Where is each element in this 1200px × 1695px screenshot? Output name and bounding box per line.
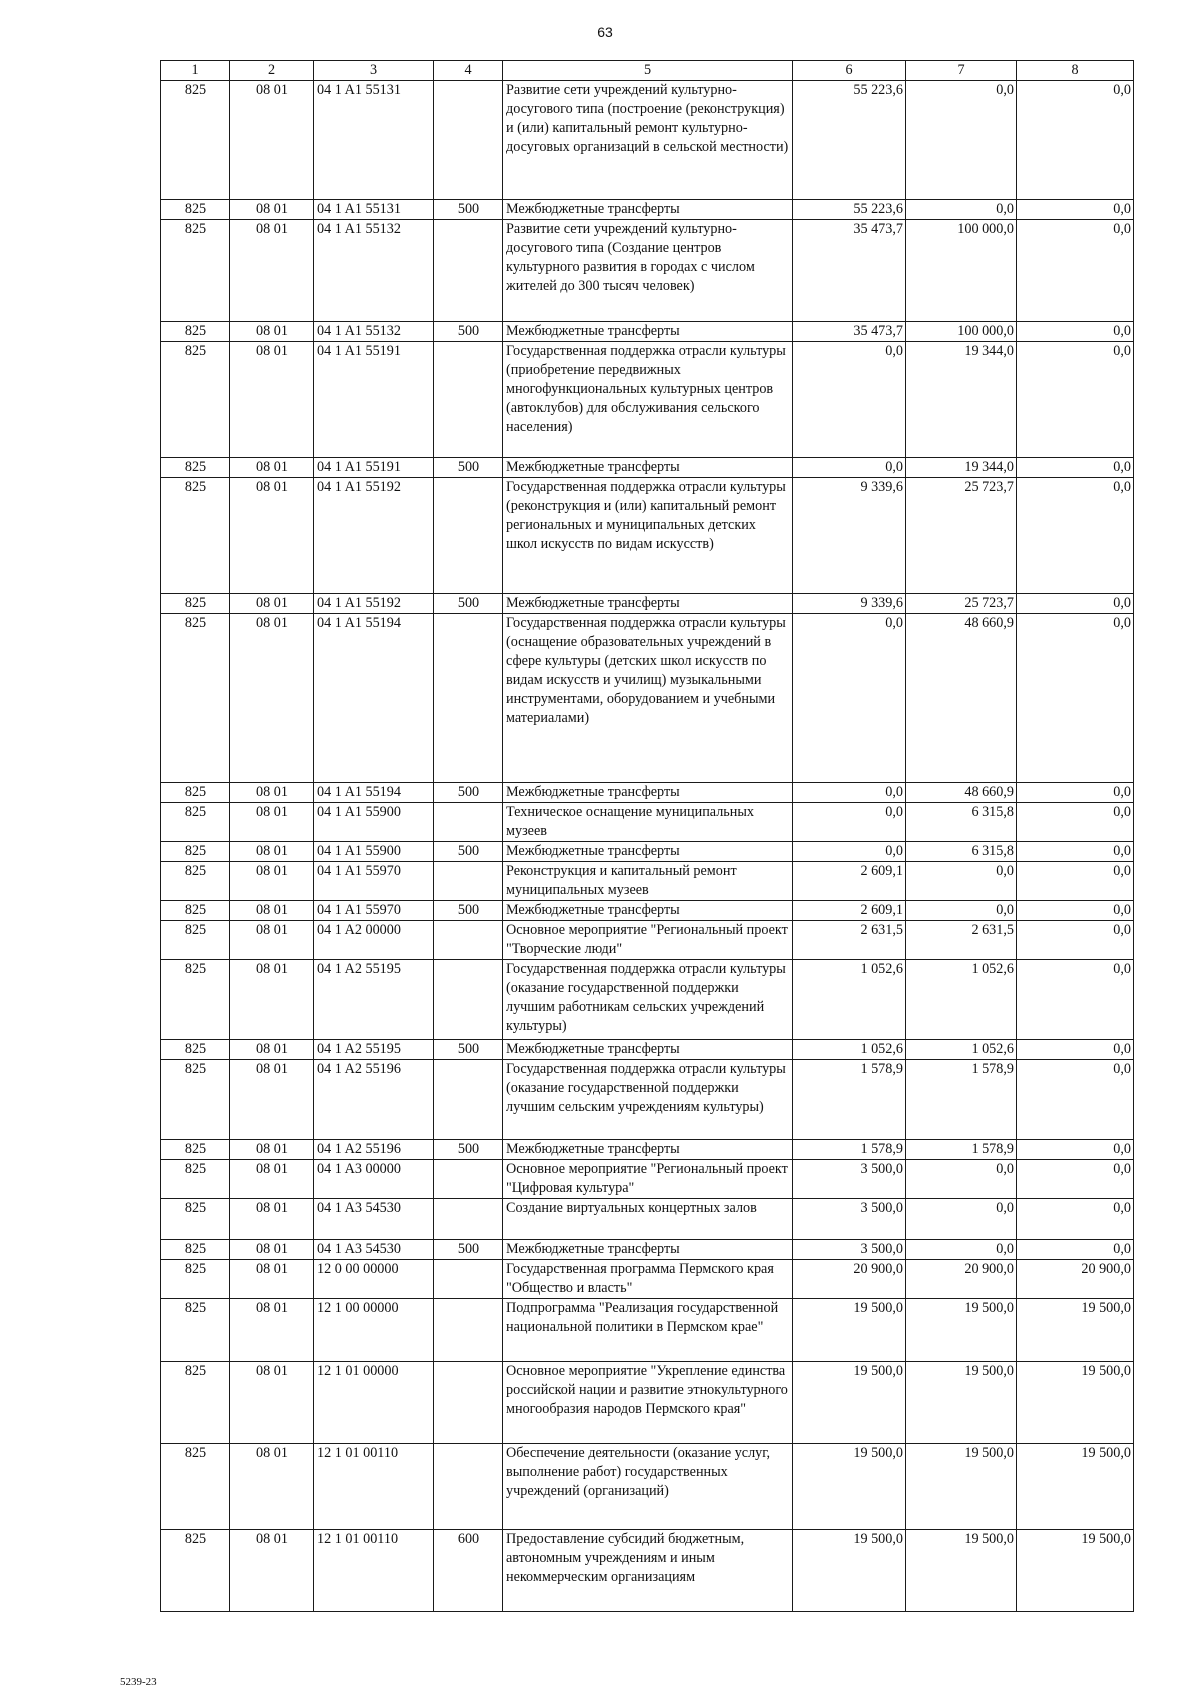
amount-2024-cell: 20 900,0: [906, 1260, 1017, 1299]
target-article-code-cell: 04 1 A1 55192: [314, 594, 434, 614]
target-article-code-cell: 04 1 A1 55970: [314, 901, 434, 921]
table-row: [161, 1199, 1134, 1240]
section-code-cell: 08 01: [230, 220, 314, 322]
amount-2025-cell: 0,0: [1017, 1140, 1134, 1160]
item-name-cell: Основное мероприятие "Укрепление единства российской нации и развитие этнокультурного многообразия народов Пермского края": [503, 1362, 793, 1444]
expense-type-code-cell: 600: [434, 1530, 503, 1612]
target-article-code-cell: 04 1 A2 55196: [314, 1060, 434, 1140]
target-article-code-cell: 04 1 A1 55900: [314, 803, 434, 842]
amount-2024-cell: 1 578,9: [906, 1140, 1017, 1160]
section-code-cell: 08 01: [230, 1140, 314, 1160]
grbs-code-cell: 825: [161, 614, 230, 783]
expense-type-code-cell: [434, 1362, 503, 1444]
grbs-code-cell: 825: [161, 921, 230, 960]
amount-2025-cell: 0,0: [1017, 200, 1134, 220]
expense-type-code-cell: [434, 921, 503, 960]
amount-2024-cell: 1 578,9: [906, 1060, 1017, 1140]
grbs-code-cell: 825: [161, 783, 230, 803]
grbs-code-cell: 825: [161, 81, 230, 200]
amount-2024-cell: 0,0: [906, 81, 1017, 200]
item-name-cell: Предоставление субсидий бюджетным, автономным учреждениям и иным некоммерческим организациям: [503, 1530, 793, 1612]
table-row: [161, 901, 1134, 921]
amount-2023-cell: 1 052,6: [793, 1040, 906, 1060]
column-header: 8: [1017, 61, 1134, 81]
grbs-code-cell: 825: [161, 960, 230, 1040]
amount-2024-cell: 19 500,0: [906, 1299, 1017, 1362]
target-article-code-cell: 04 1 A2 55196: [314, 1140, 434, 1160]
section-code-cell: 08 01: [230, 901, 314, 921]
item-name-cell: Межбюджетные трансферты: [503, 200, 793, 220]
grbs-code-cell: 825: [161, 458, 230, 478]
target-article-code-cell: 04 1 A3 00000: [314, 1160, 434, 1199]
amount-2025-cell: 0,0: [1017, 81, 1134, 200]
grbs-code-cell: 825: [161, 200, 230, 220]
amount-2024-cell: 25 723,7: [906, 478, 1017, 594]
amount-2023-cell: 0,0: [793, 783, 906, 803]
item-name-cell: Межбюджетные трансферты: [503, 594, 793, 614]
expense-type-code-cell: [434, 803, 503, 842]
table-row: [161, 458, 1134, 478]
item-name-cell: Государственная поддержка отрасли культуры (оказание государственной поддержки лучшим работникам сельских учреждений культуры): [503, 960, 793, 1040]
amount-2025-cell: 0,0: [1017, 458, 1134, 478]
table-row: [161, 1530, 1134, 1612]
section-code-cell: 08 01: [230, 1299, 314, 1362]
amount-2024-cell: 19 500,0: [906, 1530, 1017, 1612]
grbs-code-cell: 825: [161, 901, 230, 921]
target-article-code-cell: 04 1 A3 54530: [314, 1199, 434, 1240]
amount-2025-cell: 0,0: [1017, 1160, 1134, 1199]
section-code-cell: 08 01: [230, 1444, 314, 1530]
section-code-cell: 08 01: [230, 960, 314, 1040]
amount-2023-cell: 3 500,0: [793, 1240, 906, 1260]
item-name-cell: Обеспечение деятельности (оказание услуг, выполнение работ) государственных учреждений (организаций): [503, 1444, 793, 1530]
amount-2023-cell: 0,0: [793, 614, 906, 783]
expense-type-code-cell: 500: [434, 200, 503, 220]
grbs-code-cell: 825: [161, 322, 230, 342]
target-article-code-cell: 12 1 01 00110: [314, 1530, 434, 1612]
amount-2024-cell: 100 000,0: [906, 322, 1017, 342]
grbs-code-cell: 825: [161, 1040, 230, 1060]
column-header: 2: [230, 61, 314, 81]
amount-2023-cell: 2 609,1: [793, 901, 906, 921]
expense-type-code-cell: [434, 1260, 503, 1299]
expense-type-code-cell: [434, 1299, 503, 1362]
item-name-cell: Подпрограмма "Реализация государственной национальной политики в Пермском крае": [503, 1299, 793, 1362]
target-article-code-cell: 04 1 A1 55194: [314, 614, 434, 783]
item-name-cell: Государственная программа Пермского края "Общество и власть": [503, 1260, 793, 1299]
target-article-code-cell: 04 1 A1 55191: [314, 342, 434, 458]
amount-2023-cell: 2 631,5: [793, 921, 906, 960]
grbs-code-cell: 825: [161, 1362, 230, 1444]
expense-type-code-cell: [434, 1444, 503, 1530]
amount-2023-cell: 0,0: [793, 842, 906, 862]
target-article-code-cell: 04 1 A1 55131: [314, 81, 434, 200]
target-article-code-cell: 04 1 A3 54530: [314, 1240, 434, 1260]
item-name-cell: Реконструкция и капитальный ремонт муниципальных музеев: [503, 862, 793, 901]
section-code-cell: 08 01: [230, 1160, 314, 1199]
item-name-cell: Межбюджетные трансферты: [503, 1040, 793, 1060]
amount-2023-cell: 3 500,0: [793, 1160, 906, 1199]
amount-2024-cell: 25 723,7: [906, 594, 1017, 614]
item-name-cell: Государственная поддержка отрасли культуры (оснащение образовательных учреждений в сфере культуры (детских школ искусств по видам искусств и училищ) музыкальными инструментами, оборудованием и учебными материалами): [503, 614, 793, 783]
item-name-cell: Основное мероприятие "Региональный проект "Творческие люди": [503, 921, 793, 960]
amount-2025-cell: 0,0: [1017, 783, 1134, 803]
amount-2023-cell: 9 339,6: [793, 594, 906, 614]
table-row: [161, 921, 1134, 960]
section-code-cell: 08 01: [230, 1260, 314, 1299]
amount-2024-cell: 0,0: [906, 862, 1017, 901]
section-code-cell: 08 01: [230, 81, 314, 200]
grbs-code-cell: 825: [161, 1299, 230, 1362]
amount-2025-cell: 19 500,0: [1017, 1299, 1134, 1362]
section-code-cell: 08 01: [230, 1530, 314, 1612]
expense-type-code-cell: [434, 1160, 503, 1199]
grbs-code-cell: 825: [161, 220, 230, 322]
header-row: [161, 61, 1134, 81]
table-row: [161, 322, 1134, 342]
expense-type-code-cell: 500: [434, 594, 503, 614]
target-article-code-cell: 04 1 A2 00000: [314, 921, 434, 960]
amount-2023-cell: 19 500,0: [793, 1444, 906, 1530]
table-header: [161, 61, 1134, 81]
table-row: [161, 614, 1134, 783]
amount-2023-cell: 1 578,9: [793, 1140, 906, 1160]
expense-type-code-cell: [434, 342, 503, 458]
amount-2025-cell: 0,0: [1017, 1240, 1134, 1260]
amount-2025-cell: 0,0: [1017, 901, 1134, 921]
table-row: [161, 1240, 1134, 1260]
grbs-code-cell: 825: [161, 1240, 230, 1260]
section-code-cell: 08 01: [230, 322, 314, 342]
table-row: [161, 1260, 1134, 1299]
section-code-cell: 08 01: [230, 862, 314, 901]
table-row: [161, 342, 1134, 458]
amount-2025-cell: 0,0: [1017, 960, 1134, 1040]
target-article-code-cell: 04 1 A1 55132: [314, 322, 434, 342]
item-name-cell: Межбюджетные трансферты: [503, 322, 793, 342]
column-header: 1: [161, 61, 230, 81]
amount-2023-cell: 0,0: [793, 458, 906, 478]
expense-type-code-cell: [434, 1199, 503, 1240]
grbs-code-cell: 825: [161, 1160, 230, 1199]
section-code-cell: 08 01: [230, 1240, 314, 1260]
target-article-code-cell: 12 1 01 00110: [314, 1444, 434, 1530]
column-header: 3: [314, 61, 434, 81]
table-row: [161, 803, 1134, 842]
expense-type-code-cell: 500: [434, 1240, 503, 1260]
expense-type-code-cell: 500: [434, 842, 503, 862]
expense-type-code-cell: [434, 1060, 503, 1140]
table-body: [161, 81, 1134, 1612]
table-row: [161, 1444, 1134, 1530]
target-article-code-cell: 12 1 01 00000: [314, 1362, 434, 1444]
amount-2025-cell: 0,0: [1017, 803, 1134, 842]
item-name-cell: Развитие сети учреждений культурно-досугового типа (построение (реконструкция) и (или) капитальный ремонт культурно-досуговых организаций в сельской местности): [503, 81, 793, 200]
expense-type-code-cell: [434, 960, 503, 1040]
amount-2023-cell: 19 500,0: [793, 1299, 906, 1362]
expense-type-code-cell: 500: [434, 322, 503, 342]
item-name-cell: Государственная поддержка отрасли культуры (приобретение передвижных многофункциональных культурных центров (автоклубов) для обслуживания сельского населения): [503, 342, 793, 458]
item-name-cell: Развитие сети учреждений культурно-досугового типа (Создание центров культурного развития в городах с числом жителей до 300 тысяч человек): [503, 220, 793, 322]
item-name-cell: Межбюджетные трансферты: [503, 458, 793, 478]
amount-2025-cell: 19 500,0: [1017, 1444, 1134, 1530]
amount-2024-cell: 0,0: [906, 1240, 1017, 1260]
grbs-code-cell: 825: [161, 478, 230, 594]
expense-type-code-cell: 500: [434, 901, 503, 921]
amount-2024-cell: 6 315,8: [906, 842, 1017, 862]
amount-2024-cell: 48 660,9: [906, 614, 1017, 783]
page-number: 63: [597, 24, 613, 40]
amount-2025-cell: 0,0: [1017, 594, 1134, 614]
amount-2024-cell: 19 500,0: [906, 1362, 1017, 1444]
table-row: [161, 960, 1134, 1040]
item-name-cell: Межбюджетные трансферты: [503, 842, 793, 862]
amount-2025-cell: 0,0: [1017, 1040, 1134, 1060]
document-code: 5239-23: [120, 1676, 157, 1688]
amount-2025-cell: 0,0: [1017, 322, 1134, 342]
amount-2025-cell: 0,0: [1017, 1199, 1134, 1240]
item-name-cell: Межбюджетные трансферты: [503, 783, 793, 803]
section-code-cell: 08 01: [230, 921, 314, 960]
section-code-cell: 08 01: [230, 1199, 314, 1240]
target-article-code-cell: 12 1 00 00000: [314, 1299, 434, 1362]
table-row: [161, 1040, 1134, 1060]
section-code-cell: 08 01: [230, 803, 314, 842]
amount-2024-cell: 100 000,0: [906, 220, 1017, 322]
item-name-cell: Межбюджетные трансферты: [503, 1140, 793, 1160]
expense-type-code-cell: [434, 220, 503, 322]
column-header: 4: [434, 61, 503, 81]
amount-2024-cell: 19 344,0: [906, 458, 1017, 478]
table-row: [161, 1362, 1134, 1444]
section-code-cell: 08 01: [230, 783, 314, 803]
amount-2023-cell: 2 609,1: [793, 862, 906, 901]
grbs-code-cell: 825: [161, 842, 230, 862]
grbs-code-cell: 825: [161, 594, 230, 614]
table-row: [161, 1060, 1134, 1140]
grbs-code-cell: 825: [161, 342, 230, 458]
section-code-cell: 08 01: [230, 478, 314, 594]
section-code-cell: 08 01: [230, 842, 314, 862]
table-row: [161, 478, 1134, 594]
amount-2024-cell: 48 660,9: [906, 783, 1017, 803]
target-article-code-cell: 04 1 A2 55195: [314, 960, 434, 1040]
item-name-cell: Основное мероприятие "Региональный проект "Цифровая культура": [503, 1160, 793, 1199]
grbs-code-cell: 825: [161, 862, 230, 901]
grbs-code-cell: 825: [161, 1060, 230, 1140]
expense-type-code-cell: 500: [434, 1140, 503, 1160]
target-article-code-cell: 04 1 A1 55191: [314, 458, 434, 478]
grbs-code-cell: 825: [161, 1530, 230, 1612]
table-row: [161, 1160, 1134, 1199]
amount-2024-cell: 6 315,8: [906, 803, 1017, 842]
target-article-code-cell: 04 1 A1 55192: [314, 478, 434, 594]
amount-2023-cell: 19 500,0: [793, 1530, 906, 1612]
amount-2023-cell: 20 900,0: [793, 1260, 906, 1299]
amount-2024-cell: 0,0: [906, 1199, 1017, 1240]
column-header: 5: [503, 61, 793, 81]
amount-2025-cell: 0,0: [1017, 220, 1134, 322]
table-row: [161, 81, 1134, 200]
amount-2023-cell: 1 052,6: [793, 960, 906, 1040]
target-article-code-cell: 04 1 A1 55131: [314, 200, 434, 220]
grbs-code-cell: 825: [161, 1444, 230, 1530]
amount-2025-cell: 0,0: [1017, 862, 1134, 901]
amount-2023-cell: 19 500,0: [793, 1362, 906, 1444]
amount-2024-cell: 19 344,0: [906, 342, 1017, 458]
target-article-code-cell: 12 0 00 00000: [314, 1260, 434, 1299]
target-article-code-cell: 04 1 A1 55132: [314, 220, 434, 322]
amount-2023-cell: 1 578,9: [793, 1060, 906, 1140]
grbs-code-cell: 825: [161, 1199, 230, 1240]
table-row: [161, 1299, 1134, 1362]
target-article-code-cell: 04 1 A1 55970: [314, 862, 434, 901]
expense-type-code-cell: 500: [434, 458, 503, 478]
expense-type-code-cell: 500: [434, 1040, 503, 1060]
item-name-cell: Межбюджетные трансферты: [503, 901, 793, 921]
section-code-cell: 08 01: [230, 200, 314, 220]
column-header: 6: [793, 61, 906, 81]
amount-2025-cell: 0,0: [1017, 478, 1134, 594]
table-row: [161, 783, 1134, 803]
amount-2024-cell: 0,0: [906, 1160, 1017, 1199]
section-code-cell: 08 01: [230, 594, 314, 614]
table-row: [161, 842, 1134, 862]
amount-2025-cell: 0,0: [1017, 614, 1134, 783]
section-code-cell: 08 01: [230, 614, 314, 783]
expense-type-code-cell: 500: [434, 783, 503, 803]
item-name-cell: Создание виртуальных концертных залов: [503, 1199, 793, 1240]
item-name-cell: Государственная поддержка отрасли культуры (реконструкция и (или) капитальный ремонт региональных и муниципальных детских школ искусств по видам искусств): [503, 478, 793, 594]
section-code-cell: 08 01: [230, 1060, 314, 1140]
amount-2023-cell: 3 500,0: [793, 1199, 906, 1240]
expense-type-code-cell: [434, 81, 503, 200]
amount-2024-cell: 2 631,5: [906, 921, 1017, 960]
amount-2024-cell: 1 052,6: [906, 960, 1017, 1040]
amount-2023-cell: 55 223,6: [793, 200, 906, 220]
amount-2023-cell: 0,0: [793, 342, 906, 458]
amount-2025-cell: 0,0: [1017, 342, 1134, 458]
amount-2025-cell: 19 500,0: [1017, 1362, 1134, 1444]
amount-2023-cell: 35 473,7: [793, 322, 906, 342]
grbs-code-cell: 825: [161, 803, 230, 842]
expense-type-code-cell: [434, 478, 503, 594]
section-code-cell: 08 01: [230, 1362, 314, 1444]
amount-2023-cell: 35 473,7: [793, 220, 906, 322]
amount-2025-cell: 20 900,0: [1017, 1260, 1134, 1299]
amount-2024-cell: 1 052,6: [906, 1040, 1017, 1060]
section-code-cell: 08 01: [230, 342, 314, 458]
section-code-cell: 08 01: [230, 1040, 314, 1060]
amount-2025-cell: 0,0: [1017, 842, 1134, 862]
grbs-code-cell: 825: [161, 1140, 230, 1160]
item-name-cell: Межбюджетные трансферты: [503, 1240, 793, 1260]
target-article-code-cell: 04 1 A1 55194: [314, 783, 434, 803]
amount-2025-cell: 19 500,0: [1017, 1530, 1134, 1612]
amount-2024-cell: 0,0: [906, 200, 1017, 220]
table-row: [161, 862, 1134, 901]
table-row: [161, 220, 1134, 322]
table-row: [161, 1140, 1134, 1160]
expense-type-code-cell: [434, 862, 503, 901]
table-row: [161, 594, 1134, 614]
amount-2025-cell: 0,0: [1017, 921, 1134, 960]
target-article-code-cell: 04 1 A1 55900: [314, 842, 434, 862]
expense-type-code-cell: [434, 614, 503, 783]
table-row: [161, 200, 1134, 220]
column-header: 7: [906, 61, 1017, 81]
amount-2023-cell: 9 339,6: [793, 478, 906, 594]
amount-2025-cell: 0,0: [1017, 1060, 1134, 1140]
target-article-code-cell: 04 1 A2 55195: [314, 1040, 434, 1060]
item-name-cell: Техническое оснащение муниципальных музеев: [503, 803, 793, 842]
grbs-code-cell: 825: [161, 1260, 230, 1299]
budget-table: [160, 60, 1134, 1612]
section-code-cell: 08 01: [230, 458, 314, 478]
item-name-cell: Государственная поддержка отрасли культуры (оказание государственной поддержки лучшим сельским учреждениям культуры): [503, 1060, 793, 1140]
amount-2023-cell: 55 223,6: [793, 81, 906, 200]
amount-2023-cell: 0,0: [793, 803, 906, 842]
amount-2024-cell: 19 500,0: [906, 1444, 1017, 1530]
amount-2024-cell: 0,0: [906, 901, 1017, 921]
